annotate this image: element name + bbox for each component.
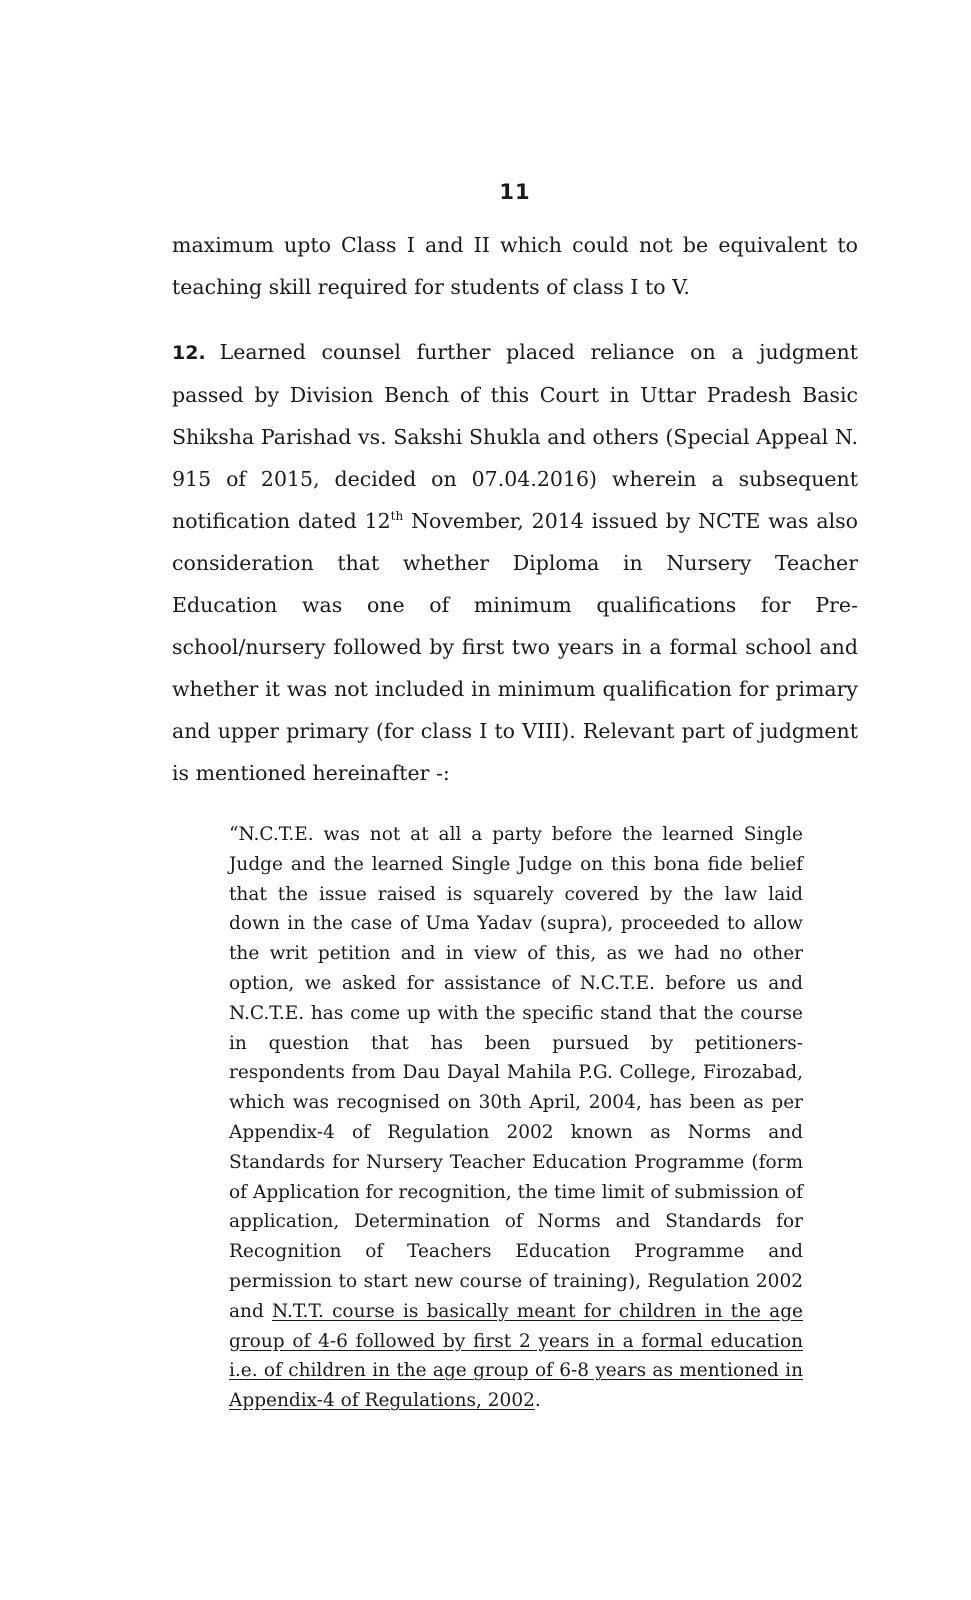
- quote-ending: .: [534, 1390, 541, 1412]
- quote-underlined-text: N.T.T. course is basically meant for children in the age group of 4-6 followed by first 2 years in a formal education i.e. of children in the age group of 6-8 years as mentioned in Appendix-4 of Regulations, 2002: [229, 1300, 803, 1412]
- paragraph-12-text-continued: November, 2014 issued by NCTE was also consideration that whether Diploma in Nursery Teacher Education was one of minimum qualifications for Pre-school/nursery followed by first two years in a formal school and whether it was not included in minimum qualification for primary and upper primary (for class I to VIII). Relevant part of judgment is mentioned hereinafter -:: [172, 509, 858, 785]
- paragraph-continuation: maximum upto Class I and II which could not be equivalent to teaching skill required for students of class I to V.: [172, 233, 858, 299]
- block-quote: [229, 820, 803, 1416]
- ordinal-superscript: th: [390, 509, 404, 524]
- page-number: 11: [499, 180, 531, 204]
- paragraph-12: [172, 331, 858, 794]
- quote-text: “N.C.T.E. was not at all a party before the learned Single Judge and the learned Single Judge on this bona fide belief that the issue raised is squarely covered by the law laid down in the case of Uma Yadav (supra), proceeded to allow the writ petition and in view of this, as we had no other option, we asked for assistance of N.C.T.E. before us and N.C.T.E. has come up with the specific stand that the course in question that has been pursued by petitioners-respondents from Dau Dayal Mahila P.G. College, Firozabad, which was recognised on 30th April, 2004, has been as per Appendix-4 of Regulation 2002 known as Norms and Standards for Nursery Teacher Education Programme (form of Application for recognition, the time limit of submission of application, Determination of Norms and Standards for Recognition of Teachers Education Programme and permission to start new course of training), Regulation 2002 and: [229, 824, 803, 1322]
- paragraph-number: 12.: [172, 342, 206, 364]
- paragraph-12-text: Learned counsel further placed reliance on a judgment passed by Division Bench of this Court in Uttar Pradesh Basic Shiksha Parishad vs. Sakshi Shukla and others (Special Appeal N. 915 of 2015, decided on 07.04.2016) wherein a subsequent notification dated 12: [172, 340, 858, 533]
